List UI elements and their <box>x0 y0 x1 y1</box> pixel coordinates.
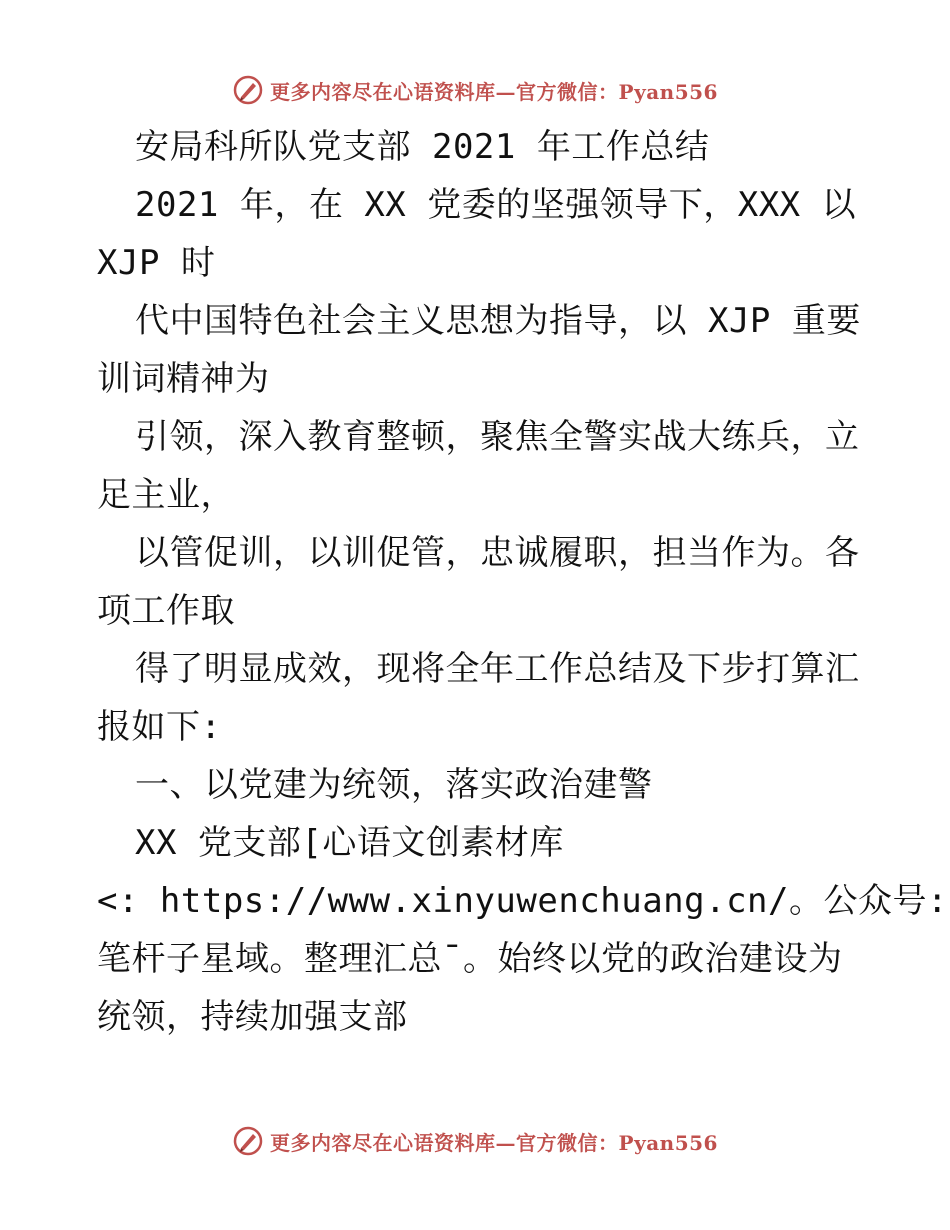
document-line: 代中国特色社会主义思想为指导，以 XJP 重要 <box>135 301 861 341</box>
document-line: 引领，深入教育整顿，聚焦全警实战大练兵，立 <box>135 417 860 457</box>
watermark-text: 更多内容尽在心语资料库—官方微信：Pyan556 <box>270 79 718 104</box>
pen-logo-icon <box>232 1125 264 1157</box>
document-line: 足主业， <box>97 475 235 515</box>
document-line: 得了明显成效，现将全年工作总结及下步打算汇 <box>135 649 860 689</box>
document-line: 2021 年，在 XX 党委的坚强领导下，XXX 以 <box>135 185 857 225</box>
header-watermark-banner <box>0 70 950 110</box>
document-line: 统领，持续加强支部 <box>97 997 408 1037</box>
document-line: <: https://www.xinyuwenchuang.cn/。公众号: <box>97 881 948 921</box>
footer-watermark-banner <box>0 1121 950 1161</box>
document-line: 安局科所队党支部 2021 年工作总结 <box>135 127 710 167</box>
document-line: 笔杆子星域。整理汇总¯。始终以党的政治建设为 <box>97 939 843 979</box>
document-line: 训词精神为 <box>97 359 270 399</box>
document-body <box>97 118 948 1046</box>
document-line: 项工作取 <box>97 591 235 631</box>
document-line: 一、以党建为统领，落实政治建警 <box>135 765 653 805</box>
document-line: 以管促训，以训促管，忠诚履职，担当作为。各 <box>135 533 860 573</box>
pen-logo-icon <box>232 74 264 106</box>
watermark-text: 更多内容尽在心语资料库—官方微信：Pyan556 <box>270 1130 718 1155</box>
document-line: XX 党支部[心语文创素材库 <box>135 823 564 863</box>
document-line: XJP 时 <box>97 243 216 283</box>
document-line: 报如下: <box>97 707 222 747</box>
